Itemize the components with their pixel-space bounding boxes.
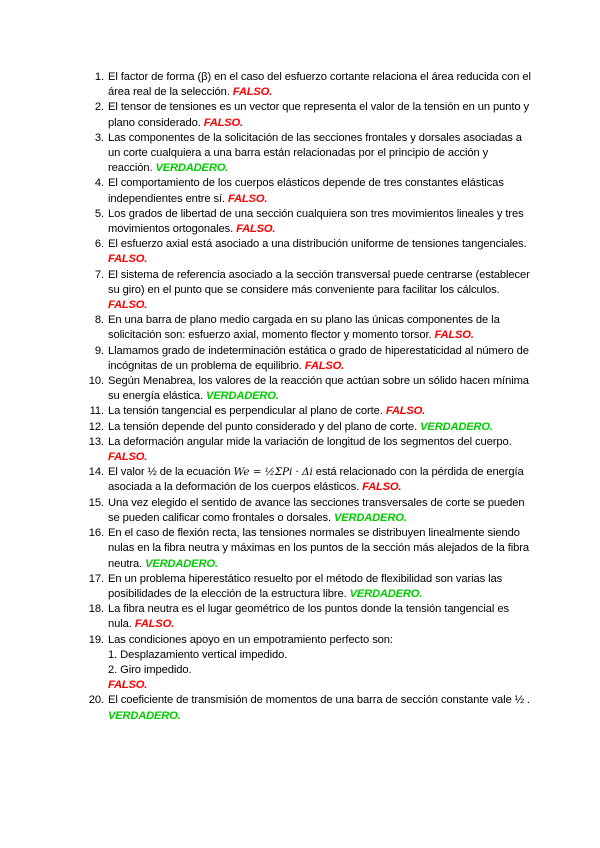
question-item [86,572,532,602]
answer-label: FALSO. [108,299,148,312]
question-text: El comportamiento de los cuerpos elásticos depende de tres constantes elásticas independientes entre sí. [108,177,504,205]
answer-label: VERDADERO. [145,557,218,570]
question-item [86,374,532,404]
answer-label: FALSO. [434,329,474,342]
question-number: 15. [88,496,104,509]
question-item [86,70,532,100]
question-list [86,70,532,724]
question-item [86,496,532,526]
question-number: 10. [88,375,104,388]
question-item [86,268,532,314]
question-item [86,526,532,572]
question-text: La tensión tangencial es perpendicular al plano de corte. [108,405,386,418]
question-number: 17. [88,572,104,585]
answer-label: FALSO. [108,253,148,266]
question-text: Las componentes de la solicitación de las secciones frontales y dorsales asociadas a un corte cualquiera a una barra están relacionadas por el principio de acción y reacción. [108,131,522,175]
question-item [86,420,532,435]
question-text: El coeficiente de transmisión de momentos de una barra de sección constante vale ½ . [108,694,530,707]
answer-label: VERDADERO. [206,390,279,403]
question-item [86,633,532,694]
question-item [86,176,532,206]
question-text: La deformación angular mide la variación de longitud de los segmentos del cuerpo. [108,435,512,448]
question-item [86,131,532,177]
answer-label: FALSO. [232,86,272,99]
question-number: 19. [88,633,104,646]
question-number: 18. [88,603,104,616]
question-text: En una barra de plano medio cargada en su plano las únicas componentes de la solicitación son: esfuerzo axial, momento flector y momento torsor. [108,314,500,342]
answer-label: FALSO. [134,618,174,631]
question-item [86,344,532,374]
answer-label: FALSO. [362,481,402,494]
question-number: 3. [94,131,104,144]
answer-label: FALSO. [203,116,243,129]
question-text: Una vez elegido el sentido de avance las secciones transversales de corte se pueden se pueden calificar como frontales o dorsales. [108,496,525,524]
answer-label: VERDADERO. [108,709,181,722]
question-item [86,693,532,723]
question-text: El valor ½ de la ecuación [108,466,234,479]
question-number: 16. [88,527,104,540]
question-text-continued: está relacionado con la pérdida de energía asociada a la deformación de los cuerpos elásticos. [108,466,524,494]
answer-label: FALSO. [108,679,148,692]
question-item [86,602,532,632]
question-text: Llamamos grado de indeterminación estática o grado de hiperestaticidad al número de incógnitas de un problema de equilibrio. [108,344,529,372]
energy-equation: We = ½ΣPi · Δi [233,466,313,479]
question-item [86,237,532,267]
condition-subitem: 2. Giro impedido. [108,663,192,676]
question-item [86,313,532,343]
question-item [86,465,532,495]
answer-label: FALSO. [228,192,268,205]
question-number: 4. [94,177,104,190]
question-number: 2. [94,101,104,114]
condition-subitem: 1. Desplazamiento vertical impedido. [108,648,288,661]
question-number: 7. [94,268,104,281]
question-text: El esfuerzo axial está asociado a una distribución uniforme de tensiones tangenciales. [108,238,527,251]
question-number: 11. [89,405,104,418]
question-number: 9. [94,344,104,357]
question-number: 6. [94,238,104,251]
question-item [86,100,532,130]
question-number: 20. [88,694,104,707]
question-text: En el caso de flexión recta, las tensiones normales se distribuyen linealmente siendo nulas en la fibra neutra y máximas en los puntos de la sección más alejados de la fibra neutra. [108,527,530,570]
question-number: 5. [94,207,104,220]
question-text: La fibra neutra es el lugar geométrico de los puntos donde la tensión tangencial es nula. [108,603,509,631]
question-item [86,207,532,237]
answer-label: FALSO. [385,405,426,418]
question-text: En un problema hiperestático resuelto por el método de flexibilidad son varias las posibilidades de la elección de la estructura libre. [108,572,503,600]
question-number: 14. [88,466,104,479]
answer-label: VERDADERO. [349,587,423,600]
answer-label: FALSO. [236,223,276,236]
question-item [86,404,532,419]
question-text: El factor de forma (β) en el caso del esfuerzo cortante relaciona el área reducida con el área real de la selección. [108,71,531,99]
question-number: 13. [88,435,104,448]
question-text: El tensor de tensiones es un vector que representa el valor de la tensión en un punto y plano considerado. [108,101,530,129]
answer-label: VERDADERO. [420,420,493,433]
answer-label: VERDADERO. [334,511,407,524]
question-text: La tensión depende del punto considerado y del plano de corte. [108,420,421,433]
question-text: Según Menabrea, los valores de la reacción que actúan sobre un sólido hacen mínima su energía elástica. [108,375,529,403]
answer-label: FALSO. [304,359,344,372]
question-text: El sistema de referencia asociado a la sección transversal puede centrarse (establecer su giro) en el punto que se considere más conveniente para facilitar los cálculos. [108,268,530,296]
answer-label: VERDADERO. [155,162,229,175]
question-text: Los grados de libertad de una sección cualquiera son tres movimientos lineales y tres movimientos ortogonales. [108,207,524,236]
question-item [86,435,532,465]
question-text: Las condiciones apoyo en un empotramiento perfecto son: [108,633,393,646]
question-number: 1. [94,71,104,83]
question-number: 12. [88,420,104,433]
question-number: 8. [94,314,104,327]
answer-label: FALSO. [108,451,148,464]
